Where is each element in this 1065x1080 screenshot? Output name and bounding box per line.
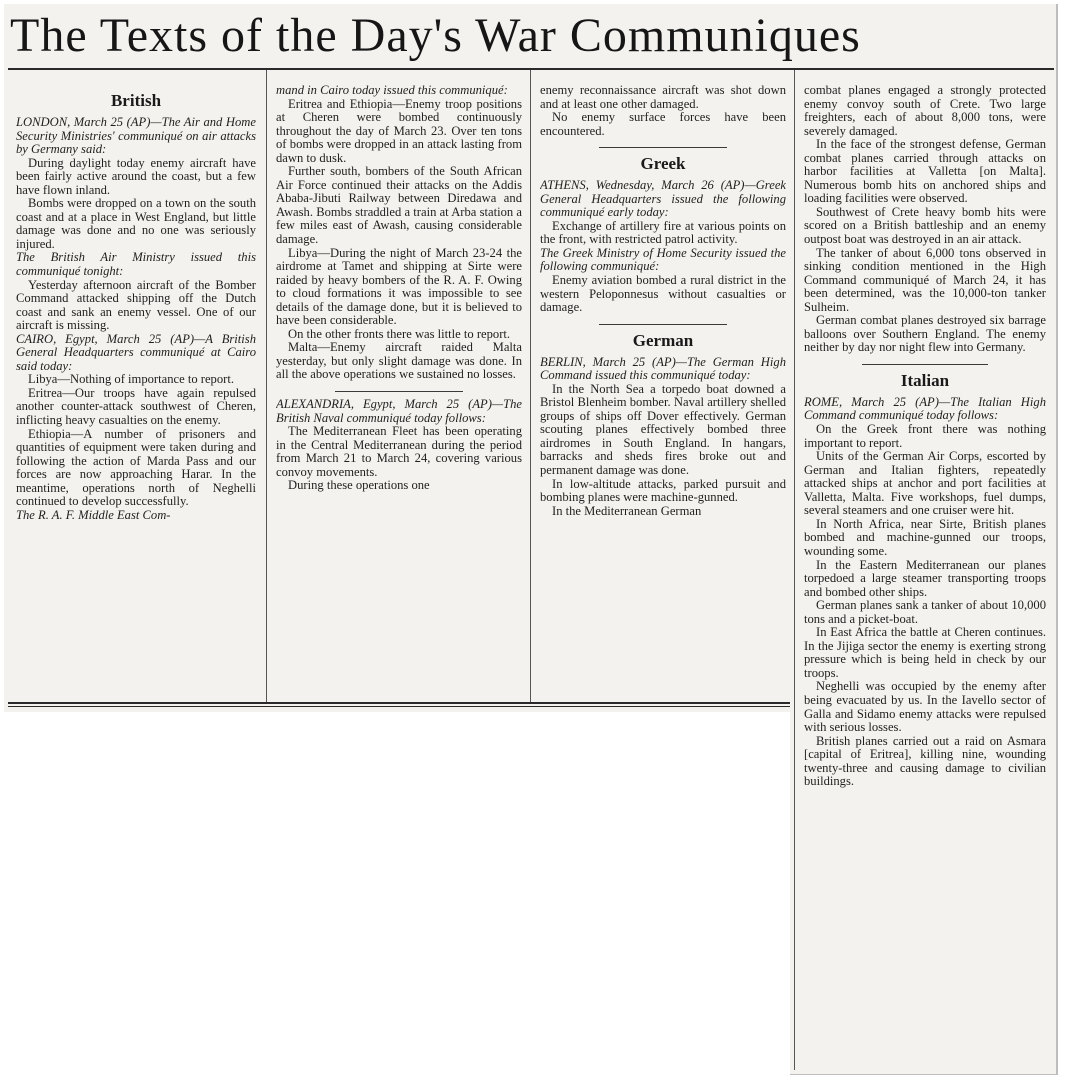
paragraph: Libya—Nothing of importance to report.	[28, 372, 234, 387]
column-1	[16, 88, 256, 700]
paragraph: Bombs were dropped on a town on the south coast and at a place in West England, but little damage was done and no one was seriously injured.	[16, 196, 256, 251]
paragraph: In low-altitude attacks, parked pursuit and bombing planes were machine-gunned.	[540, 476, 786, 505]
paragraph: Ethiopia—A number of prisoners and quantities of equipment were taken during and following the action of Marda Pass and our forces are now approaching Harar. In the meantime, operations north of Neghelli continued to develop successfully.	[16, 426, 256, 509]
paragraph: combat planes engaged a strongly protected enemy convoy south of Crete. Two large freighters, each of about 8,000 tons, were severely damaged.	[804, 84, 1046, 138]
paragraph: During these operations one	[288, 478, 430, 493]
dateline: LONDON, March 25 (AP)—The Air and Home Security Ministries' communiqué on air attacks by Germany said:	[16, 115, 256, 157]
headline: The Texts of the Day's War Communiques	[10, 9, 861, 62]
dateline: ROME, March 25 (AP)—The Italian High Command communiqué today follows:	[804, 394, 1046, 423]
column-4	[804, 84, 1046, 1068]
paragraph: Yesterday afternoon aircraft of the Bomber Command attacked shipping off the Dutch coast and sank an enemy vessel. One of our aircraft is missing.	[16, 277, 256, 333]
section-separator	[599, 324, 727, 325]
column-rule-3	[794, 70, 795, 1070]
paragraph: Libya—During the night of March 23-24 the airdrome at Tamet and shipping at Sirte were raided by heavy bombers of the R. A. F. Owing to cloud formations it was impossible to see details of the damage done, but it is believed to have been considerable.	[276, 245, 522, 328]
paragraph: British planes carried out a raid on Asmara [capital of Eritrea], killing nine, wounding twenty-three and causing damage to civilian buildings.	[804, 733, 1046, 789]
paragraph: In the Mediterranean German	[552, 503, 702, 518]
dateline: ATHENS, Wednesday, March 26 (AP)—Greek General Headquarters issued the following communiqué early today:	[540, 178, 786, 220]
paragraph: In the North Sea a torpedo boat downed a Bristol Blenheim bomber. Naval artillery shelled groups of ships off Dover effectively. German scouting planes effectively bombed three airdromes in South England. In hangars, barracks and sheds fires broke out and permanent damage was done.	[540, 381, 786, 478]
section-separator	[599, 147, 727, 148]
paragraph: On the other fronts there was little to report.	[288, 326, 511, 341]
section-separator	[335, 391, 463, 392]
section-heading: British	[110, 91, 162, 110]
paragraph: The tanker of about 6,000 tons observed in sinking condition mentioned in the High Command communiqué of March 24, it has been determined, was the 10,000-ton tanker Sulheim.	[804, 245, 1046, 314]
dateline: ALEXANDRIA, Egypt, March 25 (AP)—The British Naval communiqué today follows:	[276, 397, 522, 425]
bottom-rule	[8, 702, 790, 704]
dateline: CAIRO, Egypt, March 25 (AP)—A British General Headquarters communiqué at Cairo said today:	[16, 331, 256, 373]
paragraph: Neghelli was occupied by the enemy after being evacuated by us. In the Iavello sector of Galla and Sidamo enemy attacks were repulsed with serious losses.	[804, 679, 1046, 735]
column-2	[276, 84, 522, 700]
headline-rule	[8, 68, 1054, 70]
column-rule-1	[266, 70, 267, 702]
paragraph: German combat planes destroyed six barrage balloons over Southern England. The enemy neither by day nor night flew into Germany.	[804, 313, 1046, 355]
dateline: The R. A. F. Middle East Com-	[16, 507, 171, 522]
bottom-rule-2	[8, 706, 790, 707]
paragraph: Enemy aviation bombed a rural district in the western Peloponnesus without casualties or damage.	[540, 273, 786, 315]
paragraph: In East Africa the battle at Cheren continues. In the Jijiga sector the enemy is exerting strong pressure which is being held in check by our troops.	[804, 625, 1046, 680]
paragraph: Units of the German Air Corps, escorted by German and Italian fighters, repeatedly attacked ships at anchor and port facilities at Valletta, Malta. Five workshops, fuel dumps, several steamers and one cruiser were hit.	[804, 449, 1046, 518]
paragraph: Malta—Enemy aircraft raided Malta yesterday, but only slight damage was done. In all the above operations we sustained no losses.	[276, 340, 522, 382]
column-rule-2	[530, 70, 531, 702]
paragraph: Further south, bombers of the South African Air Force continued their attacks on the Addis Ababa-Jibuti Railway between Diredawa and Awash. Bombs straddled a train at Arba station a few miles east of Awash, causing considerable damage.	[276, 164, 522, 247]
dateline: The Greek Ministry of Home Security issued the following communiqué:	[540, 245, 786, 274]
paragraph: In North Africa, near Sirte, British planes bombed and machine-gunned our troops, wounding some.	[804, 516, 1046, 558]
dateline: mand in Cairo today issued this communiqué:	[276, 84, 508, 97]
paragraph: Eritrea—Our troops have again repulsed another counter-attack southwest of Cheren, inflicting heavy casualties on the enemy.	[16, 385, 256, 428]
paragraph: In the face of the strongest defense, German combat planes carried through attacks on harbor facilities at Valletta [on Malta]. Numerous bomb hits on anchored ships and loading facilities were observed.	[804, 137, 1046, 206]
column-3	[540, 84, 786, 700]
paragraph: On the Greek front there was nothing important to report.	[804, 422, 1046, 450]
section-heading: German	[632, 330, 694, 350]
section-separator	[862, 364, 988, 365]
paragraph: enemy reconnaissance aircraft was shot down and at least one other damaged.	[540, 84, 786, 111]
section-heading: Greek	[640, 154, 686, 174]
paragraph: German planes sank a tanker of about 10,000 tons and a picket-boat.	[804, 598, 1046, 626]
paragraph: Eritrea and Ethiopia—Enemy troop positions at Cheren were bombed continuously throughout the day of March 23. Over ten tons of bombs were dropped in an attack lasting from dawn to dusk.	[276, 96, 522, 165]
paragraph: The Mediterranean Fleet has been operating in the Central Mediterranean during the period from March 21 to March 24, covering various convoy movements.	[276, 424, 522, 479]
dateline: BERLIN, March 25 (AP)—The German High Command issued this communiqué today:	[540, 354, 786, 383]
dateline: The British Air Ministry issued this communiqué tonight:	[16, 250, 256, 279]
paragraph: Exchange of artillery fire at various points on the front, with restricted patrol activity.	[540, 218, 786, 247]
paragraph: No enemy surface forces have been encountered.	[540, 110, 786, 138]
paragraph: During daylight today enemy aircraft have been fairly active around the coast, but a few have flown inland.	[16, 155, 256, 197]
section-heading: Italian	[900, 370, 950, 390]
paragraph: Southwest of Crete heavy bomb hits were scored on a British battleship and an enemy outpost boat was destroyed in an air attack.	[804, 204, 1046, 247]
paragraph: In the Eastern Mediterranean our planes torpedoed a large steamer transporting troops and bombed other ships.	[804, 557, 1046, 599]
